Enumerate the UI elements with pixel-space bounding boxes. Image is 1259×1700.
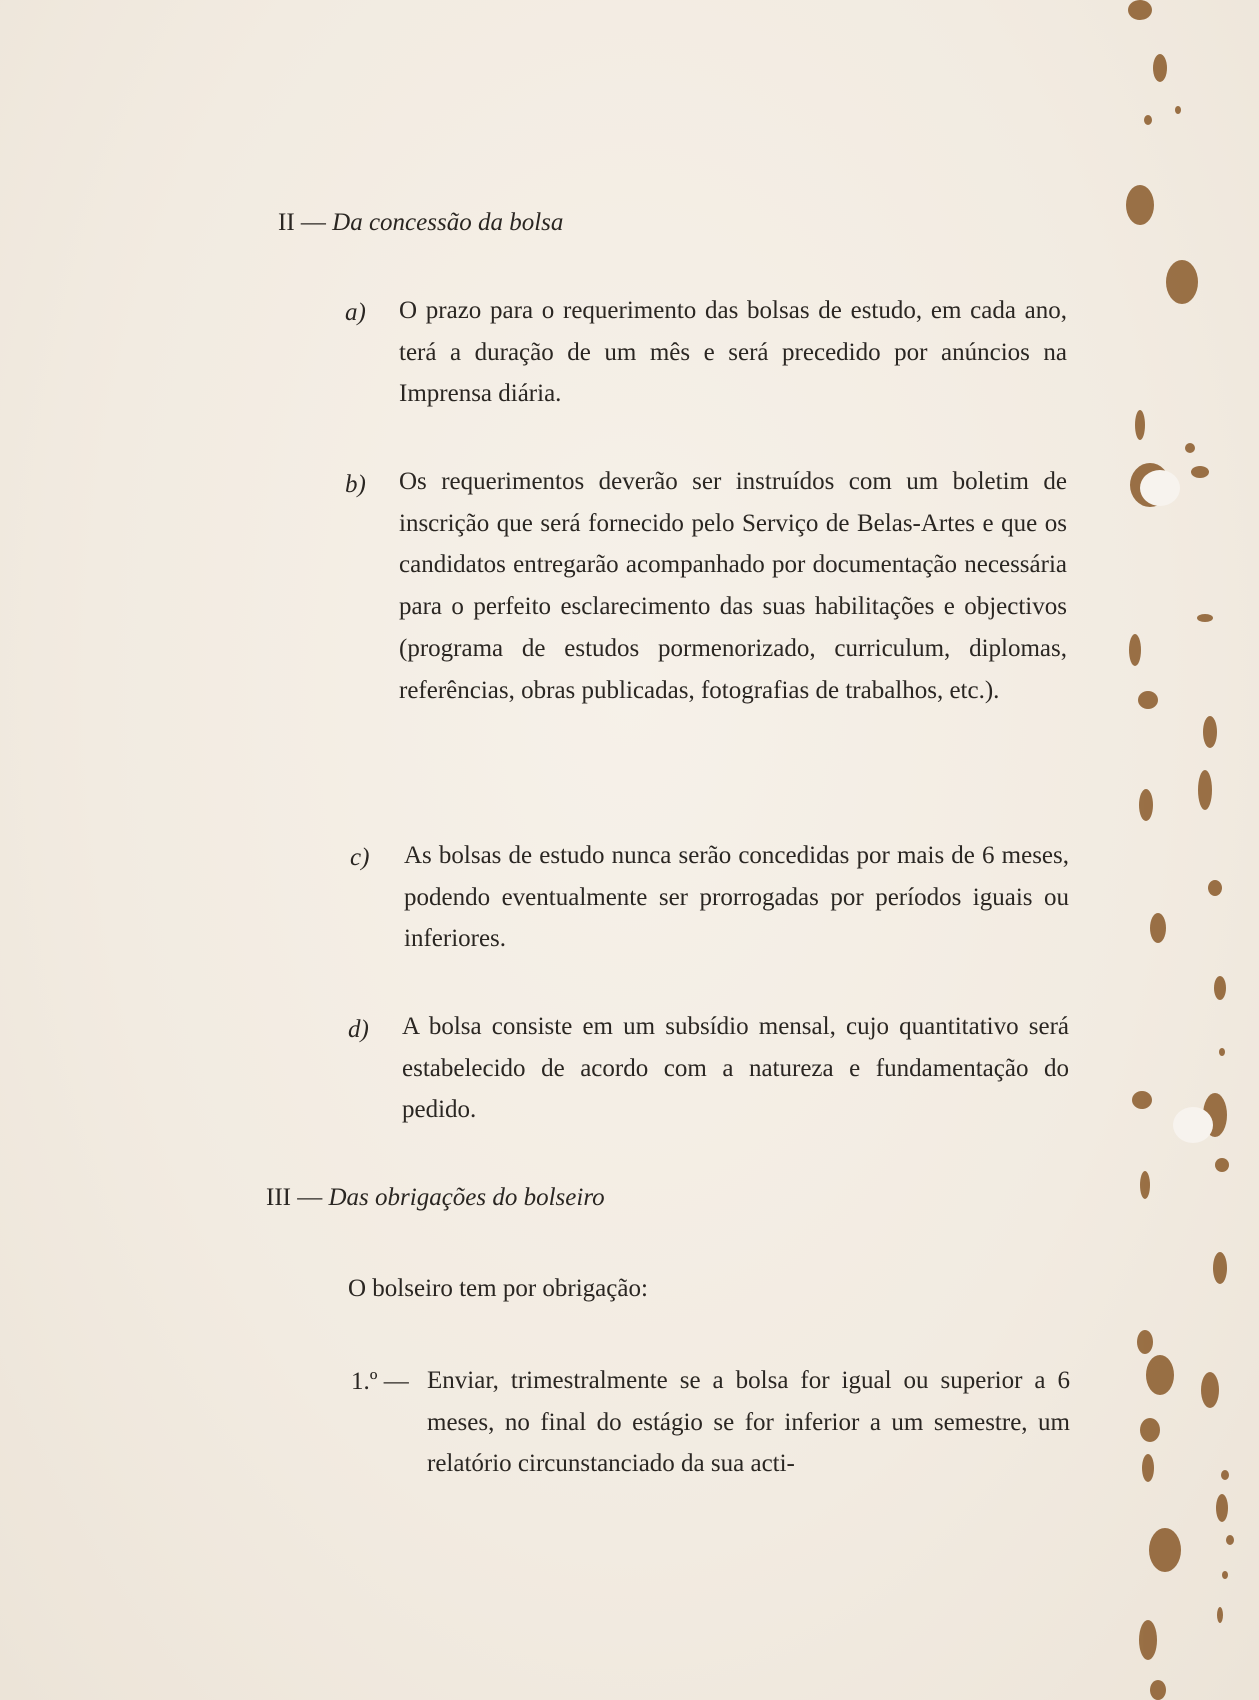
- item-label-b: b): [345, 471, 366, 498]
- section-number: II —: [278, 209, 326, 236]
- item-label-c: c): [350, 844, 370, 871]
- paragraph-b: Os requerimentos deverão ser instruídos com um boletim de inscrição que será fornecido pelo Serviço de Belas-Artes e que os candidatos entregarão acompanhado por documentação necessária para o perfeito esclarecimento das suas habilitações e objectivos (programa de estudos pormenorizado, curriculum, diplomas, referências, obras publicadas, fotografias de trabalhos, etc.).: [399, 468, 1067, 704]
- section-title: Da concessão da bolsa: [332, 209, 564, 236]
- obligations-intro: O bolseiro tem por obrigação:: [348, 1275, 648, 1302]
- section-heading-iii: [266, 1183, 605, 1213]
- item-label-d: d): [348, 1016, 369, 1043]
- paragraph-d: A bolsa consiste em um subsídio mensal, cujo quantitativo será estabelecido de acordo com a natureza e fundamentação do pedido.: [402, 1013, 1069, 1124]
- section-title: Das obrigações do bolseiro: [328, 1184, 605, 1211]
- section-heading-ii: [278, 208, 563, 238]
- section-number: III —: [266, 1184, 323, 1211]
- obligation-text-1: Enviar, trimestralmente se a bolsa for igual ou superior a 6 meses, no final do estágio se for inferior a um semestre, um relatório circunstanciado da sua acti-: [427, 1367, 1070, 1478]
- paragraph-a: O prazo para o requerimento das bolsas de estudo, em cada ano, terá a duração de um mês e será precedido por anúncios na Imprensa diária.: [399, 297, 1067, 408]
- paragraph-c: As bolsas de estudo nunca serão concedidas por mais de 6 meses, podendo eventualmente ser prorrogadas por períodos iguais ou inferiores.: [404, 842, 1069, 953]
- obligation-label-1: 1.º —: [351, 1368, 409, 1395]
- item-label-a: a): [345, 299, 366, 326]
